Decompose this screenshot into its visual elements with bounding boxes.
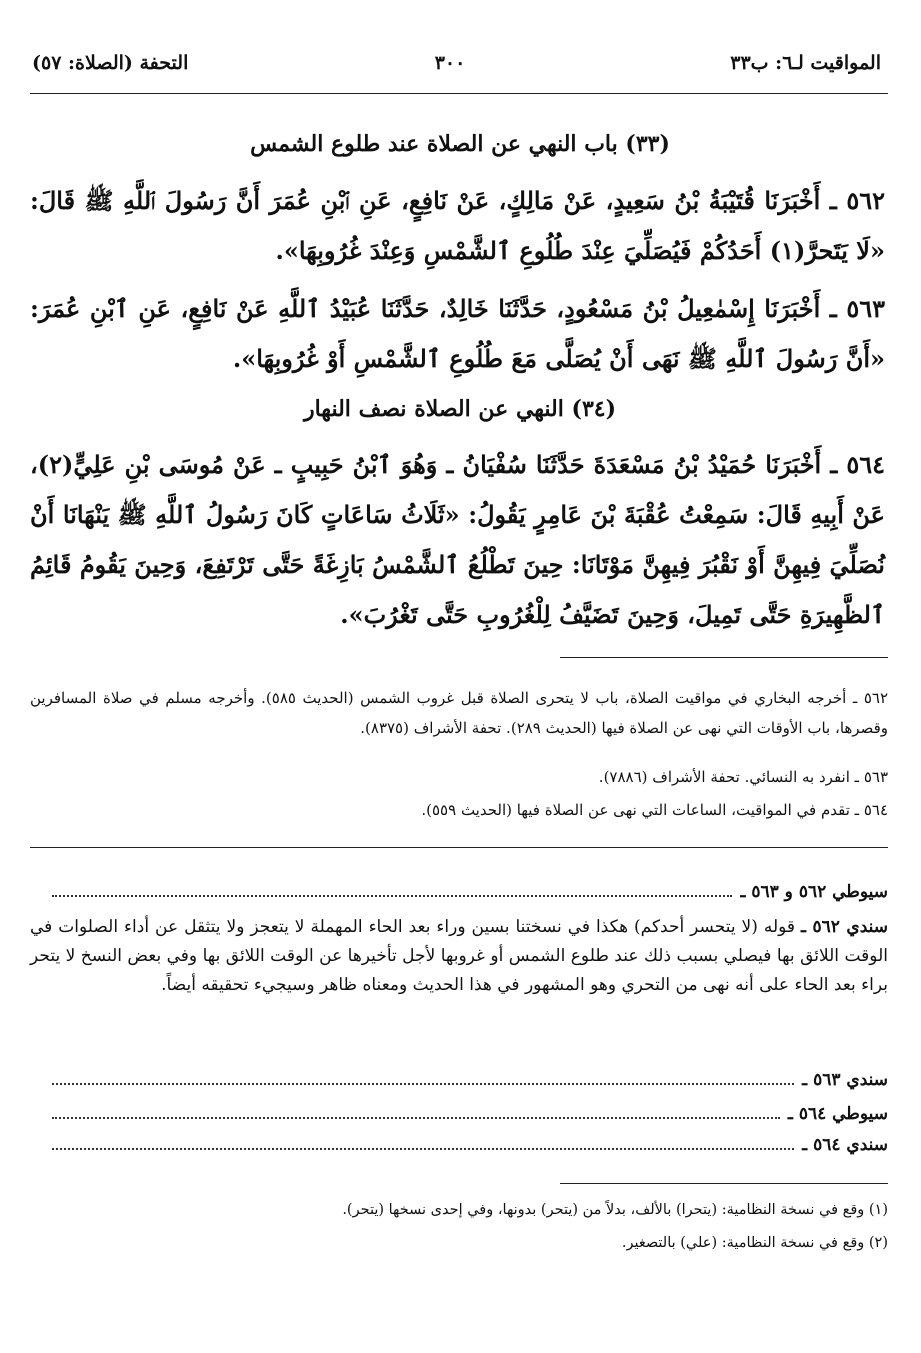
suyuti-564: [30, 1099, 888, 1129]
dotted-leader: [52, 1134, 794, 1150]
footnote-1: (١) وقع في نسخة النظامية: (يتحرا) بالألف، بدلاً من (يتحر) بدونها، وفي إحدى نسخها (يتحر).: [342, 1202, 888, 1218]
sindi-562-text: قوله (لا يتحسر أحدكم) هكذا في نسختنا بسين وراء بعد الحاء المهملة لا يتعجز ولا يتثقل عن أداء الصلوات في الوقت اللائق بها فيصلي بسبب ذلك عند طلوع الشمس أو غروبها لأجل تأخيرها عن الوقت اللائق بها وفي بعض النسخ لا يتحر براء بعد الحاء على أنه نهى من التحري وهو المشهور في هذا الحديث ومعناه ظاهر وسيجيء تحقيقه أيضاً.: [30, 917, 888, 995]
footnote-2: (٢) وقع في نسخة النظامية: (علي) بالتصغير.: [621, 1235, 888, 1251]
chapter-title-33: (٣٣) باب النهي عن الصلاة عند طلوع الشمس: [250, 131, 670, 157]
takhrij-rule: [560, 657, 888, 658]
sindi-564-label: سندي ٥٦٤ ـ: [802, 1135, 888, 1155]
sindi-563-label: سندي ٥٦٣ ـ: [802, 1070, 888, 1090]
sindi-563: [30, 1065, 888, 1095]
suyuti-564-label: سيوطي ٥٦٤ ـ: [787, 1104, 888, 1124]
takhrij-563: ٥٦٣ ـ انفرد به النسائي. تحفة الأشراف (٧٨٨٦).: [598, 768, 888, 786]
sindi-564: [30, 1130, 888, 1160]
suyuti-562-563: [30, 877, 888, 907]
header-rule: [30, 93, 888, 94]
hadith-563: ٥٦٣ ـ أَخْبَرَنَا إِسْمٰعِيلُ بْنُ مَسْعُودٍ، حَدَّثَنَا خَالِدٌ، حَدَّثَنَا عُبَيْدُ ٱللَّهِ عَنْ نَافِعٍ، عَنِ ٱبْنِ عُمَرَ: «أَنَّ رَسُولَ ٱللَّهِ ﷺ نَهَى أَنْ يُصَلَّى مَعَ طُلُوعِ ٱلشَّمْسِ أَوْ غُرُوبِهَا».: [30, 294, 885, 373]
hadith-562: ٥٦٢ ـ أَخْبَرَنَا قُتَيْبَةُ بْنُ سَعِيدٍ، عَنْ مَالِكٍ، عَنْ نَافِعٍ، عَنِ ٱبْنِ عُمَرَ أَنَّ رَسُولَ ٱللَّهِ ﷺ قَالَ: «لَا يَتَحرَّ(١) أَحَدُكُمْ فَيُصَلِّيَ عِنْدَ طُلُوعِ ٱلشَّمْسِ وَعِنْدَ غُرُوبِهَا».: [30, 186, 885, 265]
dotted-leader: [52, 1069, 794, 1085]
sindi-562: [30, 913, 888, 1000]
takhrij-564: ٥٦٤ ـ تقدم في المواقيت، الساعات التي نهى عن الصلاة فيها (الحديث ٥٥٩).: [421, 801, 888, 819]
chapter-title-34: (٣٤) النهي عن الصلاة نصف النهار: [303, 396, 617, 422]
sharh-rule: [30, 847, 888, 848]
dotted-leader: [52, 881, 732, 897]
dotted-leader: [52, 1103, 780, 1119]
sindi-562-label: سندي ٥٦٢ ـ: [801, 917, 889, 937]
header-chapter-ref: المواقيت لـ٦: ب٣٣: [730, 52, 881, 74]
hadith-564: ٥٦٤ ـ أَخْبَرَنَا حُمَيْدُ بْنُ مَسْعَدَةَ حَدَّثَنَا سُفْيَانُ ـ وَهُوَ ٱبْنُ حَبِيبٍ ـ عَنْ مُوسَى بْنِ عَلِيٍّ(٢)، عَنْ أَبِيهِ قَالَ: سَمِعْتُ عُقْبَةَ بْنَ عَامِرٍ يَقُولُ: «ثَلَاثُ سَاعَاتٍ كَانَ رَسُولُ ٱللَّهِ ﷺ يَنْهَانَا أَنْ نُصَلِّيَ فِيهِنَّ أَوْ نَقْبُرَ فِيهِنَّ مَوْتَانَا: حِينَ تَطْلُعُ ٱلشَّمْسُ بَازِغَةً حَتَّى تَرْتَفِعَ، وَحِينَ يَقُومُ قَائِمُ ٱلظَّهِيرَةِ حَتَّى تَمِيلَ، وَحِينَ تَضَيَّفُ لِلْغُرُوبِ حَتَّى تَغْرُبَ».: [30, 450, 885, 629]
notes-rule: [560, 1183, 888, 1184]
takhrij-562: ٥٦٢ ـ أخرجه البخاري في مواقيت الصلاة، باب لا يتحرى الصلاة قبل غروب الشمس (الحديث ٥٨٥). وأخرجه مسلم في صلاة المسافرين وقصرها، باب الأوقات التي نهى عن الصلاة فيها (الحديث ٢٨٩). تحفة الأشراف (٨٣٧٥).: [30, 689, 888, 737]
suyuti-562-563-label: سيوطي ٥٦٢ و ٥٦٣ ـ: [740, 882, 888, 902]
page-number: ٣٠٠: [434, 52, 466, 74]
header-tuhfa-ref: التحفة (الصلاة: ٥٧): [32, 52, 189, 74]
